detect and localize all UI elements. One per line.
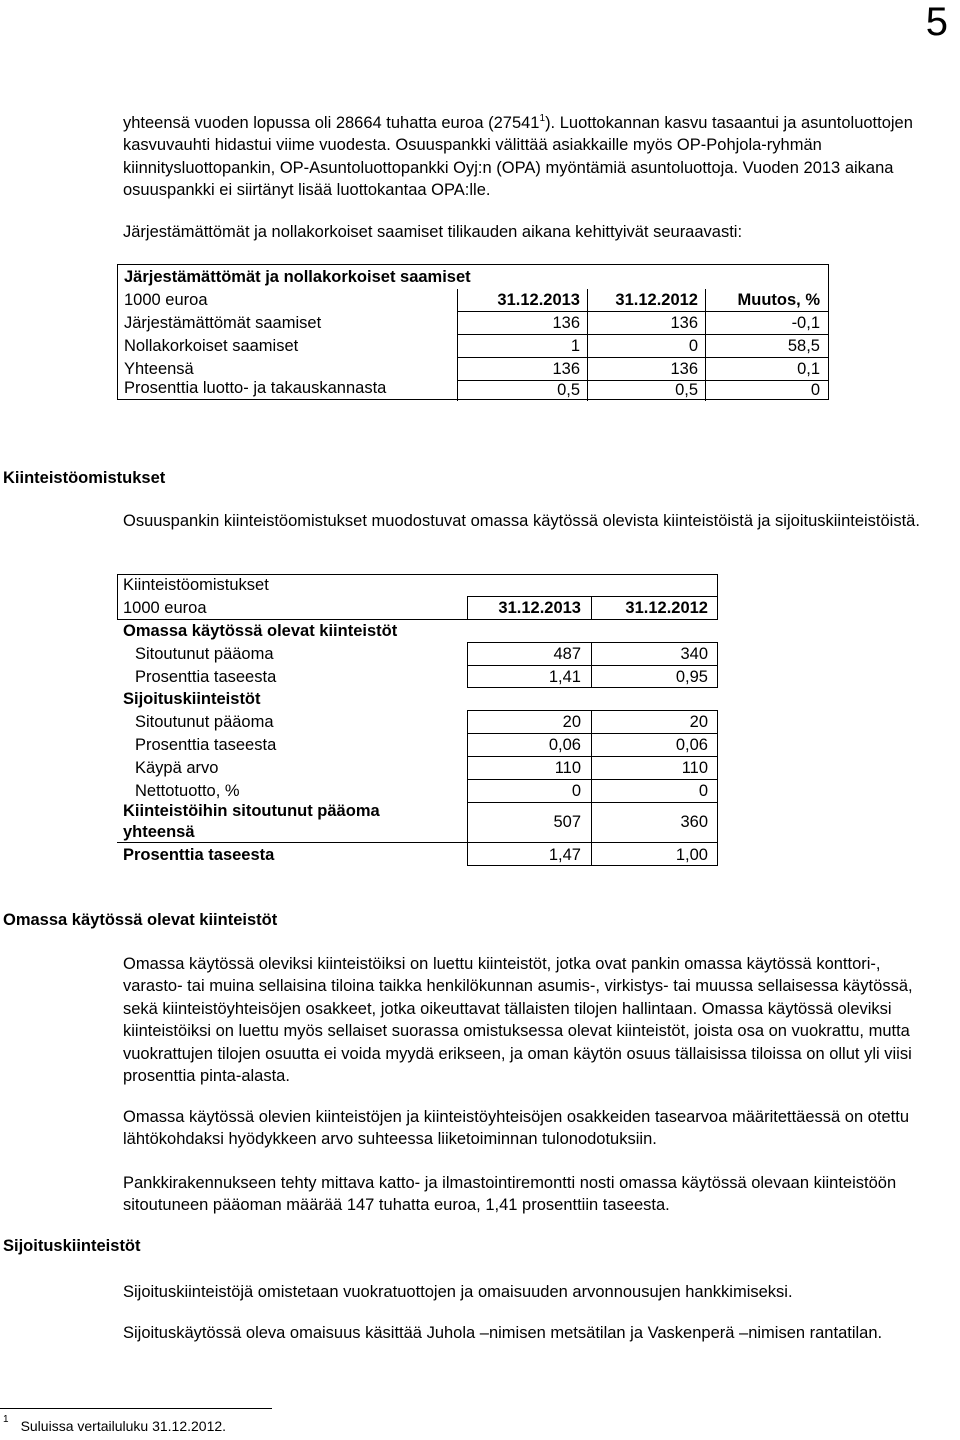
intro-text-b: ). Luottokannan kasvu tasaantui ja asuntoluottojen kasvuvauhti hidastui viime vuodesta. Osuuspankki välittää asiakkaille myös OP-Pohjola-ryhmän kiinnitysluottopankin, OP-Asuntoluottopankki Oyj:n (OPA) myöntämiä asuntoluottoja. Vuoden 2013 aikana osuuspankki ei siirtänyt lisää luottokantaa OPA:lle. [123, 114, 913, 200]
table-row [118, 312, 828, 335]
row-label: Järjestämättömät saamiset [124, 314, 322, 332]
row-label: Nettotuotto, % [135, 782, 240, 800]
row-label: Sitoutunut pääoma [135, 713, 274, 731]
oma-paragraph-2: Omassa käytössä olevien kiinteistöjen ja kiinteistöyhteisöjen osakkeiden tasearvoa määritettäessä on otettu lähtökohdaksi hyödykkeen arvo suhteessa liiketoiminnan tulonodotuksiin. [123, 1108, 910, 1149]
group-heading: Omassa käytössä olevat kiinteistöt [123, 622, 398, 640]
cell-value: 136 [457, 312, 587, 335]
cell-value: 110 [681, 759, 708, 777]
divider [467, 687, 718, 688]
lead-text: Järjestämättömät ja nollakorkoiset saamiset tilikauden aikana kehittyivät seuraavasti: [123, 223, 743, 241]
cell-value: 340 [680, 645, 708, 663]
footnote-mark: 1 [3, 1414, 9, 1425]
row-label: Yhteensä [124, 360, 194, 378]
divider [591, 596, 592, 620]
row-label: Prosenttia taseesta [123, 846, 275, 864]
cell-value: 487 [553, 645, 581, 663]
row-label: Käypä arvo [135, 759, 219, 777]
real-estate-holdings-table [117, 574, 718, 865]
divider [591, 802, 592, 865]
divider [117, 842, 718, 843]
footnote-reference: 1 [539, 113, 546, 124]
footnote-rule [0, 1408, 272, 1409]
cell-value: 1,41 [548, 668, 581, 686]
table-title: Järjestämättömät ja nollakorkoiset saamiset [124, 268, 471, 286]
table-title: Kiinteistöomistukset [123, 576, 269, 594]
cell-value: 0 [705, 380, 827, 401]
cell-value: 1 [457, 335, 587, 358]
group-heading: Sijoituskiinteistöt [123, 690, 261, 708]
cell-value: 20 [562, 713, 581, 731]
column-header: 31.12.2012 [625, 599, 708, 617]
table-header-row [118, 289, 828, 312]
cell-value: 0 [698, 782, 708, 800]
cell-value: 20 [689, 713, 708, 731]
oma-paragraph-3: Pankkirakennukseen tehty mittava katto- ja ilmastointiremontti nosti omassa käytössä olevaan kiinteistöön sitoutuneen pääoman määrää 147 tuhatta euroa, 1,41 prosenttiin taseesta. [123, 1174, 897, 1215]
section-heading-omassa-kaytossa: Omassa käytössä olevat kiinteistöt [3, 911, 278, 929]
column-header: 31.12.2013 [457, 289, 587, 312]
cell-value: 1,00 [675, 846, 708, 864]
intro-text-a: yhteensä vuoden lopussa oli 28664 tuhatta euroa (27541 [123, 114, 540, 132]
column-header: Muutos, % [705, 289, 827, 312]
oma-paragraph-1: Omassa käytössä oleviksi kiinteistöiksi on luettu kiinteistöt, jotka ovat pankin omassa käytössä konttori-, varasto- tai muina sellaisina tiloina taikka henkilökunnan asumis-, virkistys- tai muussa sellaisessa käytössä, sekä kiinteistöyhteisöjen osakkeet, jotka oikeuttavat tällaisten tilojen hallintaan. Omassa käytössä oleviksi kiinteistöiksi on luettu myös sellaiset suorassa omistuksessa olevat kiinteistöt, joista osa on vuokrattu, mutta vuokrattujen tilojen osuutta ei voida myydä erikseen, ja oman käytön osuus tällaisissa tiloissa on ollut yli viisi prosenttia pinta-alasta. [123, 955, 913, 1086]
cell-value: 0,06 [675, 736, 708, 754]
cell-value: 0,95 [675, 668, 708, 686]
row-label: Nollakorkoiset saamiset [124, 337, 299, 355]
intro-paragraph [123, 112, 923, 202]
sijoitus-paragraph-1: Sijoituskiinteistöjä omistetaan vuokratuottojen ja omaisuuden arvonnousujen hankkimiseksi. [123, 1283, 793, 1301]
nonperforming-receivables-table [117, 264, 829, 400]
column-header: 31.12.2013 [498, 599, 581, 617]
cell-value: 136 [457, 358, 587, 381]
table-row [118, 335, 828, 358]
divider [467, 865, 718, 866]
total-label-continued: yhteensä [123, 823, 195, 841]
page-number: 5 [925, 0, 948, 44]
cell-value: 0,5 [457, 380, 587, 401]
cell-value: 0 [587, 335, 705, 358]
cell-value: 0,5 [587, 380, 705, 401]
cell-value: 360 [680, 813, 708, 831]
footnote-text: Suluissa vertailuluku 31.12.2012. [20, 1418, 227, 1434]
table-row [118, 377, 828, 400]
cell-value: 110 [554, 759, 581, 777]
cell-value: -0,1 [705, 312, 827, 335]
cell-value: 1,47 [548, 846, 581, 864]
cell-value: 136 [587, 312, 705, 335]
total-label: Kiinteistöihin sitoutunut pääoma [123, 802, 380, 820]
divider [467, 802, 718, 803]
cell-value: 0,06 [548, 736, 581, 754]
cell-value: 0,1 [705, 358, 827, 381]
cell-value: 58,5 [705, 335, 827, 358]
section-heading-sijoituskiinteistot: Sijoituskiinteistöt [3, 1237, 141, 1255]
footnote [3, 1416, 226, 1439]
cell-value: 136 [587, 358, 705, 381]
sijoitus-paragraph-2: Sijoituskäytössä oleva omaisuus käsittää Juhola –nimisen metsätilan ja Vaskenperä –nimisen rantatilan. [123, 1324, 883, 1342]
cell-value: 0 [571, 782, 581, 800]
kiinteisto-intro: Osuuspankin kiinteistöomistukset muodostuvat omassa käytössä olevista kiinteistöistä ja sijoituskiinteistöistä. [123, 512, 920, 530]
row-label: Prosenttia luotto- ja takauskannasta [124, 379, 387, 397]
section-heading-kiinteistoomistukset: Kiinteistöomistukset [3, 469, 166, 487]
unit-label: 1000 euroa [124, 291, 208, 309]
row-label: Sitoutunut pääoma [135, 645, 274, 663]
cell-value: 507 [553, 813, 581, 831]
row-label: Prosenttia taseesta [135, 736, 277, 754]
column-header: 31.12.2012 [587, 289, 705, 312]
unit-label: 1000 euroa [123, 599, 207, 617]
row-label: Prosenttia taseesta [135, 668, 277, 686]
divider [717, 802, 718, 865]
